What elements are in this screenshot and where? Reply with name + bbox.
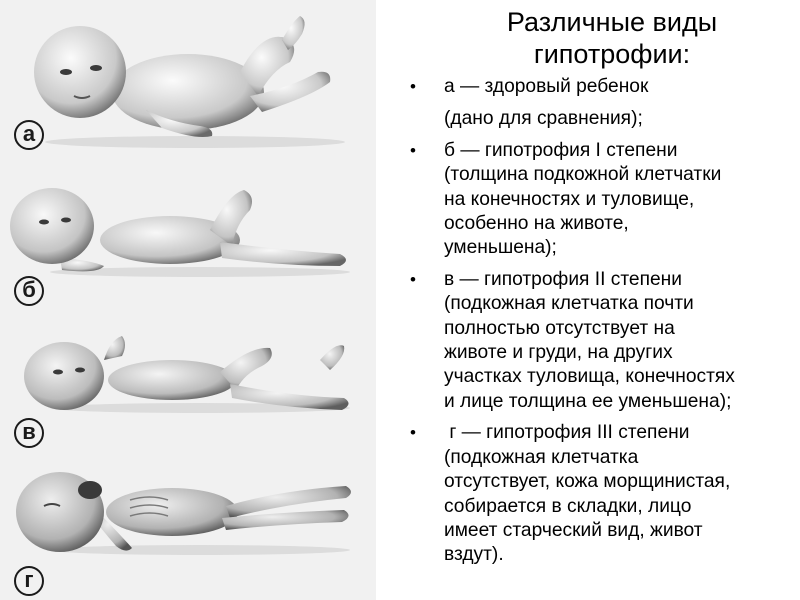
bullet-line: (подкожная клетчатка	[444, 446, 639, 468]
bullet-item-g	[392, 421, 784, 567]
infant-illustration-g	[0, 450, 376, 600]
photo-panel	[0, 0, 376, 600]
bullet-line: и лице толщина ее уменьшена);	[444, 390, 732, 412]
figure-label-g: г	[14, 566, 44, 596]
bullet-line: животе и груди, на других	[444, 342, 673, 364]
infant-photo-v	[0, 300, 376, 450]
bullet-line: полностью отсутствует на	[444, 317, 675, 339]
slide-title-line: Различные виды	[506, 7, 718, 37]
bullet-item-a	[392, 75, 784, 132]
infant-photo-g	[0, 450, 376, 600]
figure-label-a: а	[14, 120, 44, 150]
bullet-line: (подкожная клетчатка почти	[444, 293, 694, 315]
figure-label-b: б	[14, 276, 44, 306]
bullet-line: г — гипотрофия III степени	[444, 422, 690, 444]
bullet-line: в — гипотрофия II степени	[444, 268, 682, 290]
bullet-line: участках туловища, конечностях	[444, 366, 735, 388]
bullet-marker: •	[410, 140, 416, 160]
bullet-line: а — здоровый ребенок	[444, 76, 649, 97]
figure-label-v: в	[14, 418, 44, 448]
slide-title	[462, 6, 762, 70]
bullet-line: (дано для сравнения);	[444, 108, 643, 130]
bullet-marker: •	[410, 269, 416, 289]
infant-photo-a	[0, 0, 376, 150]
bullet-line: б — гипотрофия I степени	[444, 139, 678, 161]
bullet-line: отсутствует, кожа морщинистая,	[444, 471, 731, 493]
infant-illustration-v	[0, 300, 376, 450]
bullet-marker: •	[410, 77, 416, 96]
infant-illustration-b	[0, 150, 376, 300]
bullet-marker: •	[410, 423, 416, 443]
bullet-line: особенно на животе,	[444, 213, 629, 235]
bullet-line: собирается в складки, лицо	[444, 495, 692, 517]
bullet-item-b	[392, 139, 784, 261]
bullet-item-v	[392, 268, 784, 414]
text-panel	[392, 0, 792, 600]
bullet-list	[392, 75, 784, 575]
bullet-line: имеет старческий вид, живот	[444, 519, 703, 541]
bullet-line: уменьшена);	[444, 237, 557, 259]
bullet-line: вздут).	[444, 544, 504, 566]
infant-illustration-a	[0, 0, 376, 150]
slide-title-line: гипотрофии:	[533, 39, 691, 69]
infant-photo-b	[0, 150, 376, 300]
bullet-line: (толщина подкожной клетчатки	[444, 164, 722, 186]
bullet-line: на конечностях и туловище,	[444, 188, 695, 210]
